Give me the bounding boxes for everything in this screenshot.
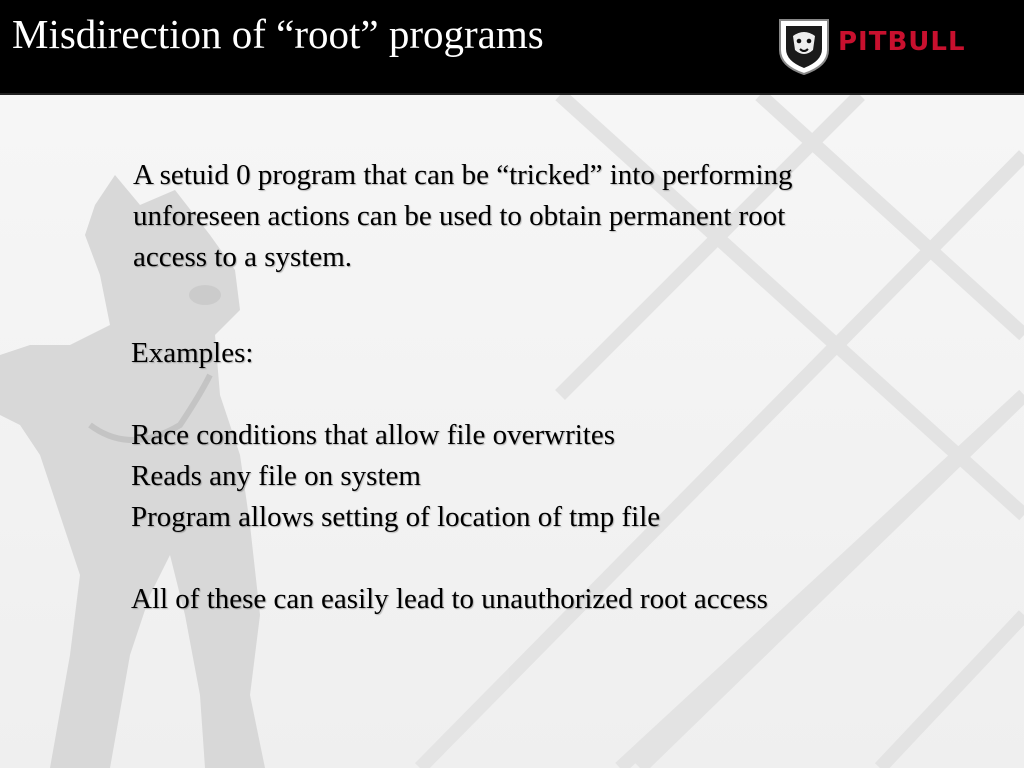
- conclusion-text: All of these can easily lead to unauthorized root access: [131, 583, 768, 615]
- header-bar: [0, 0, 1024, 95]
- slide-title: Misdirection of “root” programs: [12, 11, 544, 57]
- intro-line: access to a system.: [133, 241, 353, 273]
- example-item: Program allows setting of location of tmp file: [131, 501, 661, 533]
- pitbull-logo: [776, 14, 1006, 76]
- examples-heading: Examples:: [131, 337, 254, 369]
- intro-line: unforeseen actions can be used to obtain permanent root: [133, 200, 786, 232]
- spacer: [131, 374, 1001, 415]
- intro-paragraph: [133, 155, 933, 278]
- example-item: Race conditions that allow file overwrites: [131, 419, 615, 451]
- examples-block: [131, 333, 1001, 620]
- intro-line: A setuid 0 program that can be “tricked” into performing: [133, 159, 793, 191]
- example-item: Reads any file on system: [131, 460, 421, 492]
- spacer: [131, 538, 1001, 579]
- pitbull-shield-icon: [776, 14, 832, 76]
- logo-wordmark: PITBULL: [838, 27, 966, 57]
